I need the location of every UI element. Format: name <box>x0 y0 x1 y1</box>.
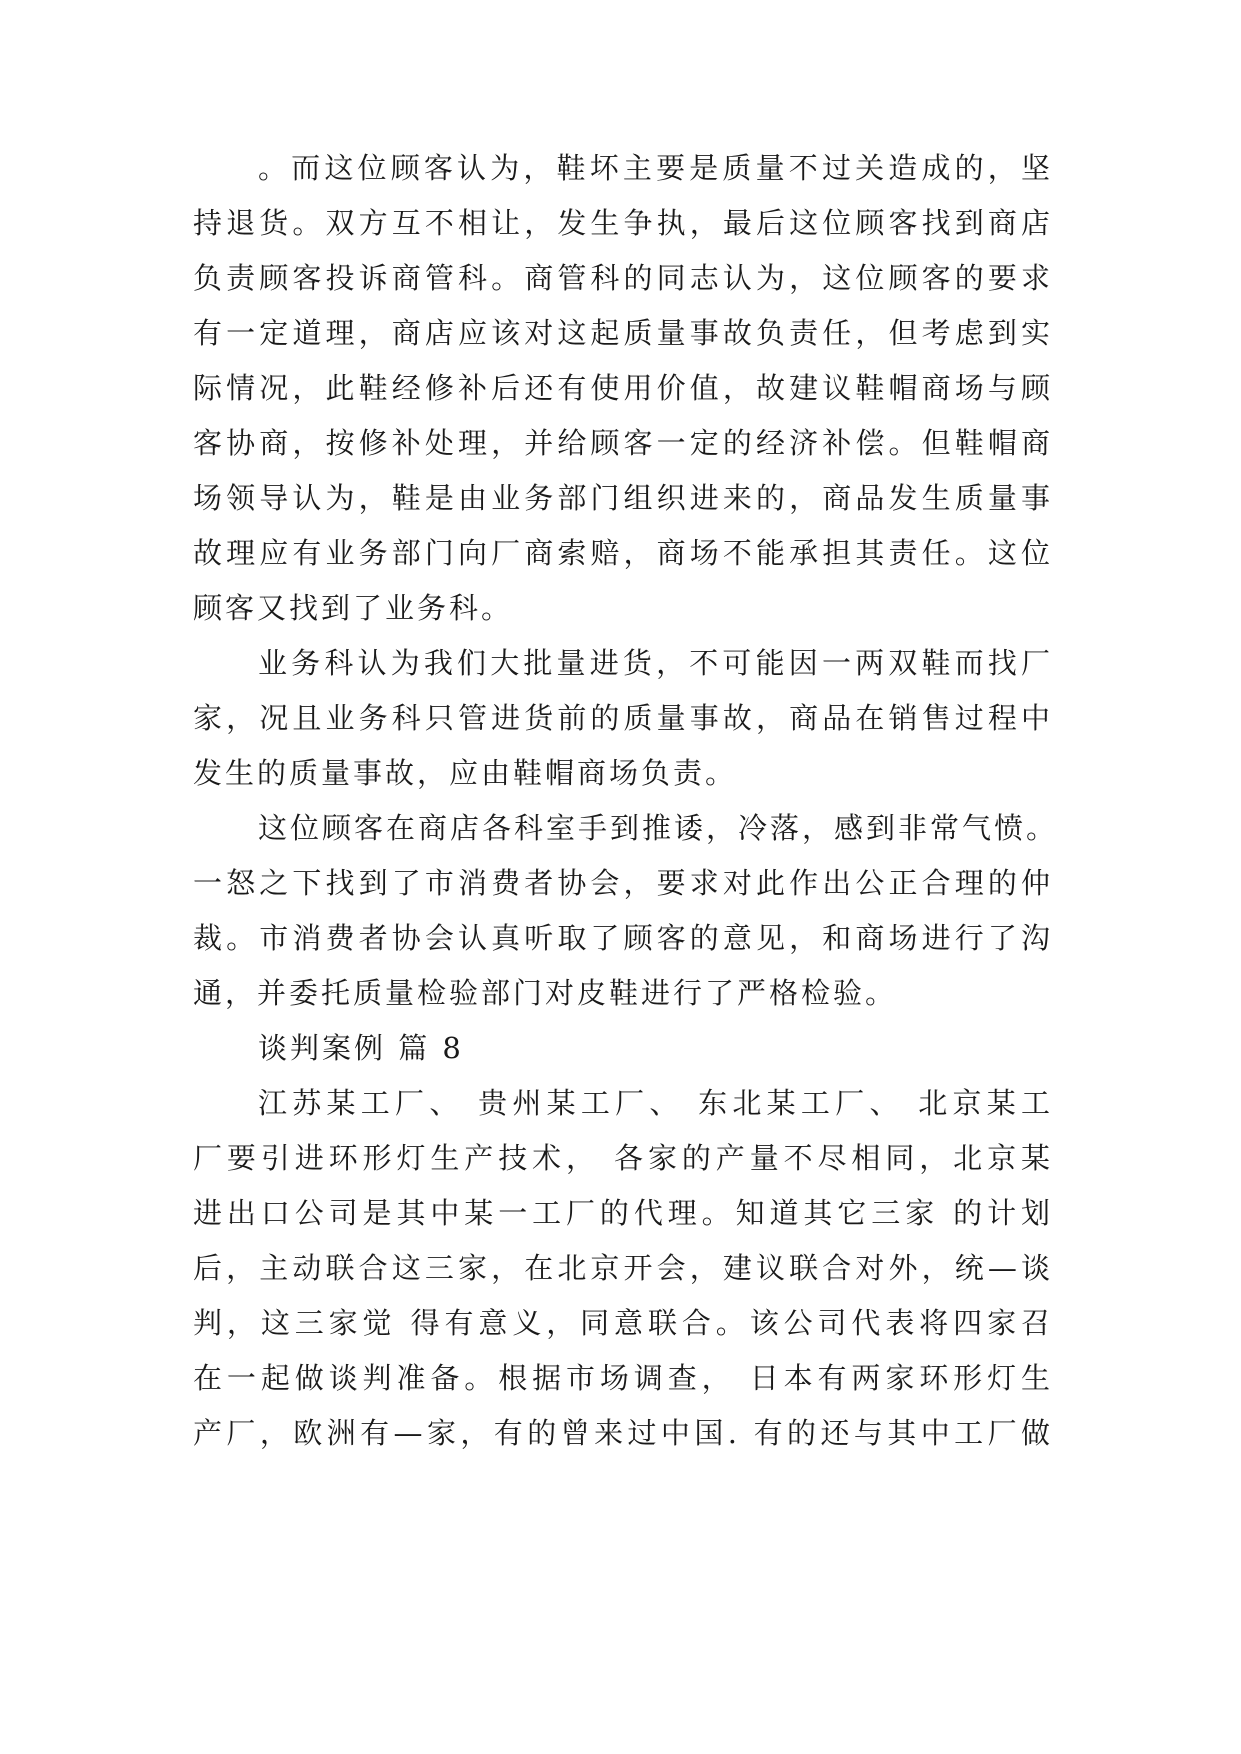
paragraph-line: 这位顾客在商店各科室手到推诿，冷落，感到非常气愤。 <box>258 811 1059 845</box>
paragraph-line: 产厂，欧洲有—家，有的曾来过中国. 有的还与其中工厂做 <box>193 1416 1053 1450</box>
paragraph-line: 后，主动联合这三家，在北京开会，建议联合对外，统—谈 <box>193 1251 1053 1285</box>
paragraph-line: 负责顾客投诉商管科。商管科的同志认为，这位顾客的要求 <box>193 261 1053 295</box>
paragraph-line: 进出口公司是其中某一工厂的代理。知道其它三家 的计划 <box>193 1196 1053 1230</box>
paragraph-line: 场领导认为，鞋是由业务部门组织进来的，商品发生质量事 <box>193 481 1053 515</box>
paragraph-line: 判，这三家觉 得有意义，同意联合。该公司代表将四家召 <box>193 1306 1053 1340</box>
paragraph-line: 裁。市消费者协会认真听取了顾客的意见，和商场进行了沟 <box>193 921 1053 955</box>
paragraph-line: 故理应有业务部门向厂商索赔，商场不能承担其责任。这位 <box>193 536 1053 570</box>
paragraph-line: 发生的质量事故，应由鞋帽商场负责。 <box>193 756 738 790</box>
paragraph-line: 业务科认为我们大批量进货，不可能因一两双鞋而找厂 <box>258 646 1053 680</box>
paragraph-line: 客协商，按修补处理，并给顾客一定的经济补偿。但鞋帽商 <box>193 426 1053 460</box>
paragraph-line: 顾客又找到了业务科。 <box>193 591 514 625</box>
paragraph-line: 江苏某工厂、 贵州某工厂、 东北某工厂、 北京某工 <box>258 1086 1053 1120</box>
section-heading: 谈判案例 篇 8 <box>258 1031 464 1065</box>
paragraph-line: 持退货。双方互不相让，发生争执，最后这位顾客找到商店 <box>193 206 1053 240</box>
paragraph-line: 际情况，此鞋经修补后还有使用价值，故建议鞋帽商场与顾 <box>193 371 1053 405</box>
paragraph-line: 在一起做谈判准备。根据市场调查， 日本有两家环形灯生 <box>193 1361 1053 1395</box>
paragraph-line: 厂要引进环形灯生产技术， 各家的产量不尽相同，北京某 <box>193 1141 1053 1175</box>
paragraph-line: 。而这位顾客认为，鞋坏主要是质量不过关造成的，坚 <box>258 151 1053 185</box>
paragraph-line: 有一定道理，商店应该对这起质量事故负责任，但考虑到实 <box>193 316 1053 350</box>
paragraph-line: 一怒之下找到了市消费者协会，要求对此作出公正合理的仲 <box>193 866 1053 900</box>
paragraph-line: 通，并委托质量检验部门对皮鞋进行了严格检验。 <box>193 976 898 1010</box>
paragraph-line: 家，况且业务科只管进货前的质量事故，商品在销售过程中 <box>193 701 1053 735</box>
